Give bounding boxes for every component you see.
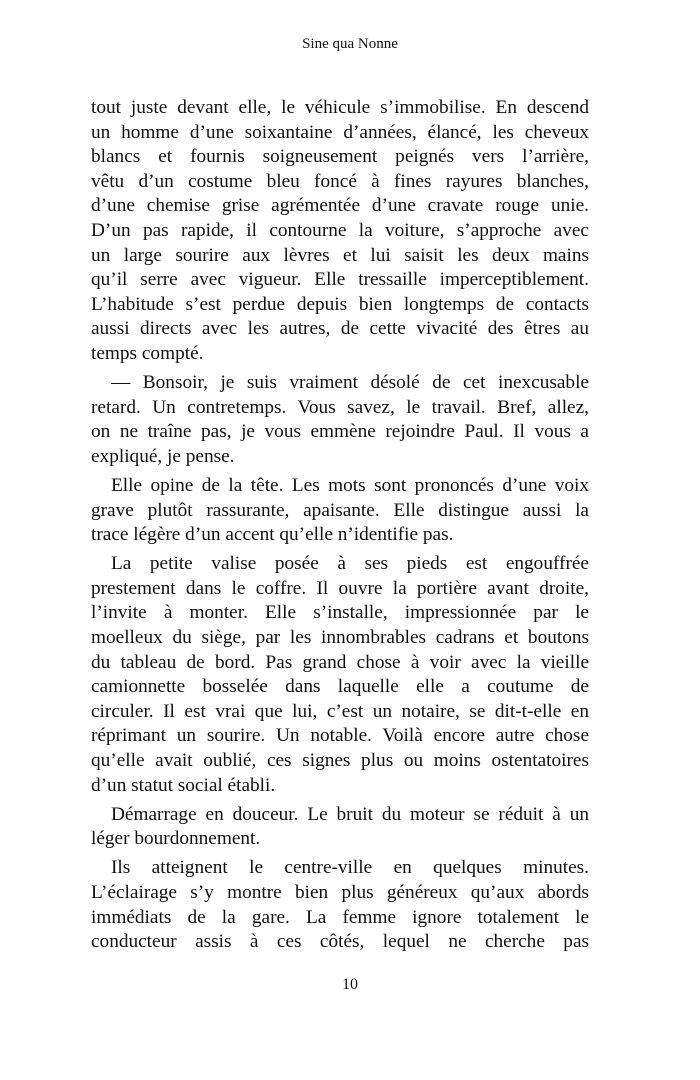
text-line: d’un statut social établi. [91, 774, 276, 796]
text-line: blancs et fournis soigneusement peignés vers l’arrière, [91, 146, 589, 168]
text-line: léger bourdonnement. [91, 828, 261, 850]
text-line: Ils atteignent le centre-ville en quelques minutes. [111, 857, 589, 879]
paragraph [91, 96, 589, 367]
text-line: Elle opine de la tête. Les mots sont prononcés d’une voix [111, 474, 589, 496]
text-line: L’éclairage s’y montre bien plus généreux qu’aux abords [91, 881, 589, 903]
paragraph [91, 856, 589, 954]
text-line: circuler. Il est vrai que lui, c’est un notaire, se dit-t-elle en [91, 700, 589, 722]
paragraph [91, 552, 589, 798]
paragraph [91, 803, 589, 852]
text-line: moelleux du siège, par les innombrables cadrans et boutons [91, 626, 589, 648]
page-number: 10 [342, 976, 358, 993]
text-line: tout juste devant elle, le véhicule s’immobilise. En descend [91, 97, 589, 118]
body-text [91, 96, 589, 959]
text-line: un homme d’une soixantaine d’années, élancé, les cheveux [91, 121, 589, 143]
text-line: Démarrage en douceur. Le bruit du moteur se réduit à un [111, 803, 589, 825]
text-line: l’invite à monter. Elle s’installe, impressionnée par le [91, 602, 589, 624]
text-line: aussi directs avec les autres, de cette vivacité des êtres au [91, 318, 589, 340]
text-line: grave plutôt rassurante, apaisante. Elle distingue aussi la [91, 499, 589, 521]
text-line: d’une chemise grise agrémentée d’une cravate rouge unie. [91, 195, 589, 217]
text-line: immédiats de la gare. La femme ignore totalement le [91, 906, 589, 928]
running-head: Sine qua Nonne [302, 36, 398, 52]
paragraph [91, 371, 589, 469]
text-line: on ne traîne pas, je vous emmène rejoindre Paul. Il vous a [91, 421, 589, 443]
text-line: un large sourire aux lèvres et lui saisit les deux mains [91, 244, 589, 266]
paragraph [91, 474, 589, 548]
text-line: D’un pas rapide, il contourne la voiture, s’approche avec [91, 219, 589, 241]
text-line: La petite valise posée à ses pieds est engouffrée [111, 553, 589, 575]
text-line: conducteur assis à ces côtés, lequel ne cherche pas [91, 931, 589, 953]
text-line: expliqué, je pense. [91, 445, 235, 467]
text-line: L’habitude s’est perdue depuis bien longtemps de contacts [91, 293, 589, 315]
text-line: camionnette bosselée dans laquelle elle a coutume de [91, 676, 589, 698]
text-line: retard. Un contretemps. Vous savez, le travail. Bref, allez, [91, 396, 589, 418]
text-line: qu’elle avait oublié, ces signes plus ou moins ostentatoires [91, 749, 589, 771]
text-line: trace légère d’un accent qu’elle n’identifie pas. [91, 524, 454, 546]
text-line: réprimant un sourire. Un notable. Voilà encore autre chose [91, 725, 589, 747]
text-line: — Bonsoir, je suis vraiment désolé de cet inexcusable [111, 372, 589, 394]
text-line: qu’il serre avec vigueur. Elle tressaille imperceptiblement. [91, 269, 589, 291]
text-line: prestement dans le coffre. Il ouvre la portière avant droite, [91, 577, 589, 599]
text-line: vêtu d’un costume bleu foncé à fines rayures blanches, [91, 170, 589, 192]
text-line: temps compté. [91, 342, 204, 364]
text-line: du tableau de bord. Pas grand chose à voir avec la vieille [91, 651, 589, 673]
